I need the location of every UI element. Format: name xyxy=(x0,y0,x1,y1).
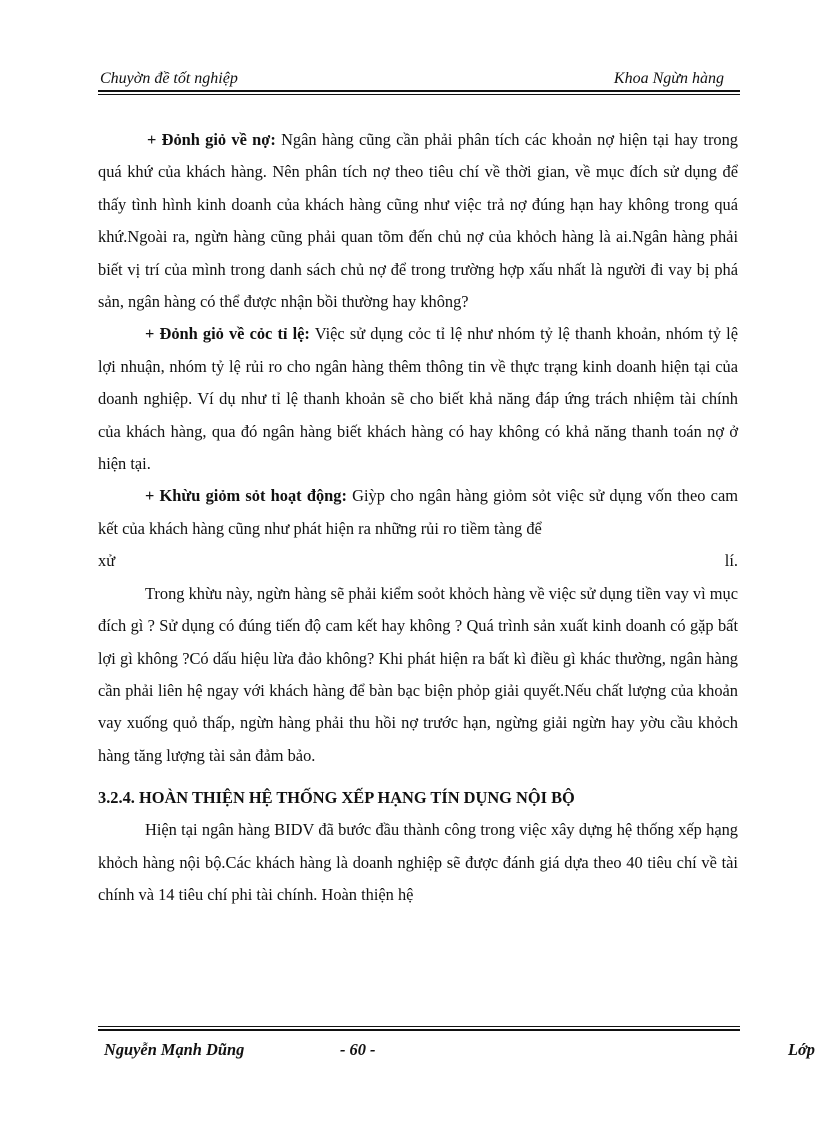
footer-class-label: Lớp xyxy=(788,1040,816,1059)
page-content xyxy=(98,124,738,911)
header-document-type: Chuyờn đề tốt nghiệp xyxy=(100,70,238,87)
section-heading: 3.2.4. HOÀN THIỆN HỆ THỐNG XẾP HẠNG TÍN DỤNG NỘI BỘ xyxy=(98,788,575,808)
monitoring-text: Giỳp cho ngân hàng giỏm sỏt việc sử dụng vốn theo cam kết của khách hàng cũng như phát hiện ra những rủi ro tiềm tàng để xyxy=(98,486,738,538)
ratio-assessment-label: + Đỏnh giỏ về cỏc tỉ lệ: xyxy=(145,324,310,344)
paragraph-debt-assessment xyxy=(98,124,738,318)
paragraph-internal-rating: Hiện tại ngân hàng BIDV đã bước đầu thành công trong việc xây dựng hệ thống xếp hạng khỏch hàng nội bộ.Các khách hàng là doanh nghiệp sẽ được đánh giá dựa theo 40 tiêu chí về tài chính và 14 tiêu chí phi tài chính. Hoàn thiện hệ xyxy=(98,820,738,904)
footer-rule xyxy=(98,1029,740,1031)
paragraph-ratio-assessment xyxy=(98,318,738,480)
monitoring-label: + Khừu giỏm sỏt hoạt động: xyxy=(145,486,347,506)
debt-assessment-label: + Đỏnh giỏ về nợ: xyxy=(147,130,276,149)
paragraph-monitoring-detail: Trong khừu này, ngừn hàng sẽ phải kiểm soỏt khỏch hàng về việc sử dụng tiền vay vì mục đích gì ? Sử dụng có đúng tiến độ cam kết hay không ? Quá trình sản xuất kinh doanh có gặp bất lợi gì không ?Có dấu hiệu lừa đảo không? Khi phát hiện ra bất kì điều gì khác thường, ngân hàng cần phải liên hệ ngay với khách hàng để bàn bạc biện phỏp giải quyết.Nếu chất lượng của khoản vay xuống quỏ thấp, ngừn hàng phải thu hồi nợ trước hạn, ngừng giải ngừn hay yờu cầu khỏch hàng tăng lượng tài sản đảm bảo. xyxy=(98,583,738,765)
monitoring-last-word-right: lí. xyxy=(724,551,738,571)
header-faculty: Khoa Ngừn hàng xyxy=(613,70,724,87)
monitoring-last-line xyxy=(98,545,738,577)
footer-author: Nguyễn Mạnh Dũng xyxy=(104,1040,245,1059)
ratio-assessment-text: Việc sử dụng cỏc tỉ lệ như nhóm tỷ lệ thanh khoản, nhóm tỷ lệ lợi nhuận, nhóm tỷ lệ rủi ro cho ngân hàng thêm thông tin về thực trạng kinh doanh hiện tại của doanh nghiệp. Ví dụ như tỉ lệ thanh khoản sẽ cho biết khả năng đáp ứng trách nhiệm tài chính của khách hàng, qua đó ngân hàng biết khách hàng có hay không có khả năng thanh toán nợ ở hiện tại. xyxy=(98,324,738,474)
footer-rule-thin xyxy=(98,1026,740,1027)
page-footer xyxy=(0,1040,816,1070)
paragraph-monitoring xyxy=(98,480,738,545)
monitoring-last-word-left: xử xyxy=(98,551,116,571)
debt-assessment-text: Ngân hàng cũng cần phải phân tích các khoản nợ hiện tại hay trong quá khứ của khách hàng. Nên phân tích nợ theo tiêu chí về thời gian, về mục đích sử dụng để thấy tình hình kinh doanh của khách hàng cũng như việc trả nợ đúng hạn hay không trong quá khứ.Ngoài ra, ngừn hàng cũng phải quan tõm đến chủ nợ của khỏch hàng là ai.Ngân hàng phải biết vị trí của mình trong danh sách chủ nợ để trong trường hợp xấu nhất là người đi vay bị phá sản, ngân hàng có thể được nhận bồi thường hay không? xyxy=(98,130,738,312)
footer-page-number: - 60 - xyxy=(340,1040,376,1059)
header-rule-thin xyxy=(98,94,740,95)
header-rule xyxy=(98,90,740,92)
